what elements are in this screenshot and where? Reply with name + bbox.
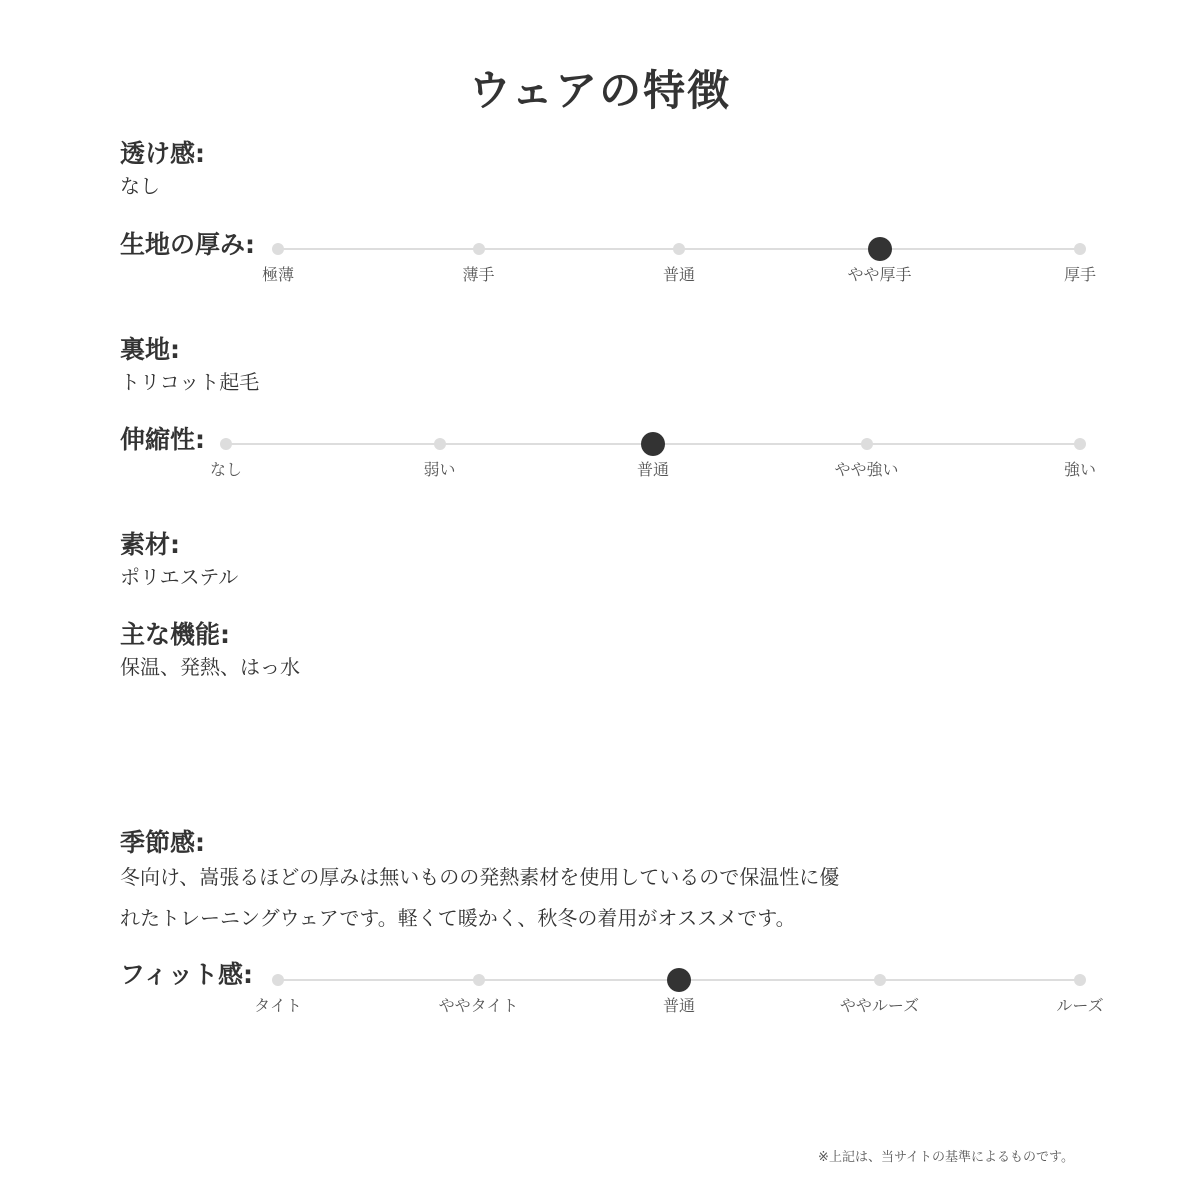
thickness-label: 生地の厚み:: [120, 230, 255, 259]
lining-label: 裏地:: [120, 335, 180, 364]
stretch-scale-option-label: 強い: [1063, 460, 1097, 479]
fit-scale-dot-2: [473, 974, 485, 986]
thickness-scale-dot-1: [272, 243, 284, 255]
fit-scale-option-label: ややタイト: [438, 996, 519, 1015]
stretch-scale-option-label: やや強い: [834, 460, 899, 479]
stretch-scale-dot-2: [434, 438, 446, 450]
fit-label: フィット感:: [120, 960, 253, 989]
fit-scale-dot-1: [272, 974, 284, 986]
stretch-scale-dot-4: [861, 438, 873, 450]
fit-scale: [0, 979, 1200, 1029]
functions-label: 主な機能:: [120, 620, 230, 649]
thickness-scale-dot-4-selected: [868, 237, 892, 261]
lining-value: トリコット起毛: [120, 370, 260, 394]
transparency-label: 透け感:: [120, 139, 205, 168]
stretch-scale-option-label: なし: [209, 460, 243, 479]
thickness-scale: [0, 248, 1200, 298]
thickness-scale-option-label: 普通: [662, 265, 696, 284]
stretch-label: 伸縮性:: [120, 425, 205, 454]
thickness-scale-dot-5: [1074, 243, 1086, 255]
fit-scale-option-label: ルーズ: [1056, 996, 1104, 1015]
stretch-scale: [0, 443, 1200, 493]
thickness-scale-dot-3: [673, 243, 685, 255]
stretch-scale-dot-5: [1074, 438, 1086, 450]
season-description-line-1: 冬向け、嵩張るほどの厚みは無いものの発熱素材を使用しているので保温性に優: [120, 865, 840, 889]
fit-scale-option-label: ややルーズ: [839, 996, 920, 1015]
thickness-scale-dot-2: [473, 243, 485, 255]
thickness-scale-option-label: やや厚手: [847, 265, 912, 284]
thickness-scale-option-label: 極薄: [261, 265, 295, 284]
stretch-scale-dot-1: [220, 438, 232, 450]
thickness-scale-option-label: 薄手: [462, 265, 495, 284]
material-label: 素材:: [120, 530, 180, 559]
season-description-line-2: れたトレーニングウェアです。軽くて暖かく、秋冬の着用がオススメです。: [120, 906, 796, 930]
season-label: 季節感:: [120, 828, 205, 857]
fit-scale-option-label: タイト: [254, 996, 302, 1015]
transparency-value: なし: [120, 174, 160, 198]
thickness-scale-option-label: 厚手: [1063, 265, 1097, 284]
fit-scale-dot-3-selected: [667, 968, 691, 992]
fit-scale-dot-4: [874, 974, 886, 986]
functions-value: 保温、発熱、はっ水: [120, 655, 300, 679]
fit-scale-dot-5: [1074, 974, 1086, 986]
stretch-scale-dot-3-selected: [641, 432, 665, 456]
footnote: ※上記は、当サイトの基準によるものです。: [818, 1150, 1074, 1165]
material-value: ポリエステル: [120, 565, 239, 589]
page-title: ウェアの特徴: [468, 66, 732, 115]
stretch-scale-option-label: 普通: [636, 460, 670, 479]
fit-scale-option-label: 普通: [662, 996, 696, 1015]
stretch-scale-option-label: 弱い: [423, 460, 456, 479]
